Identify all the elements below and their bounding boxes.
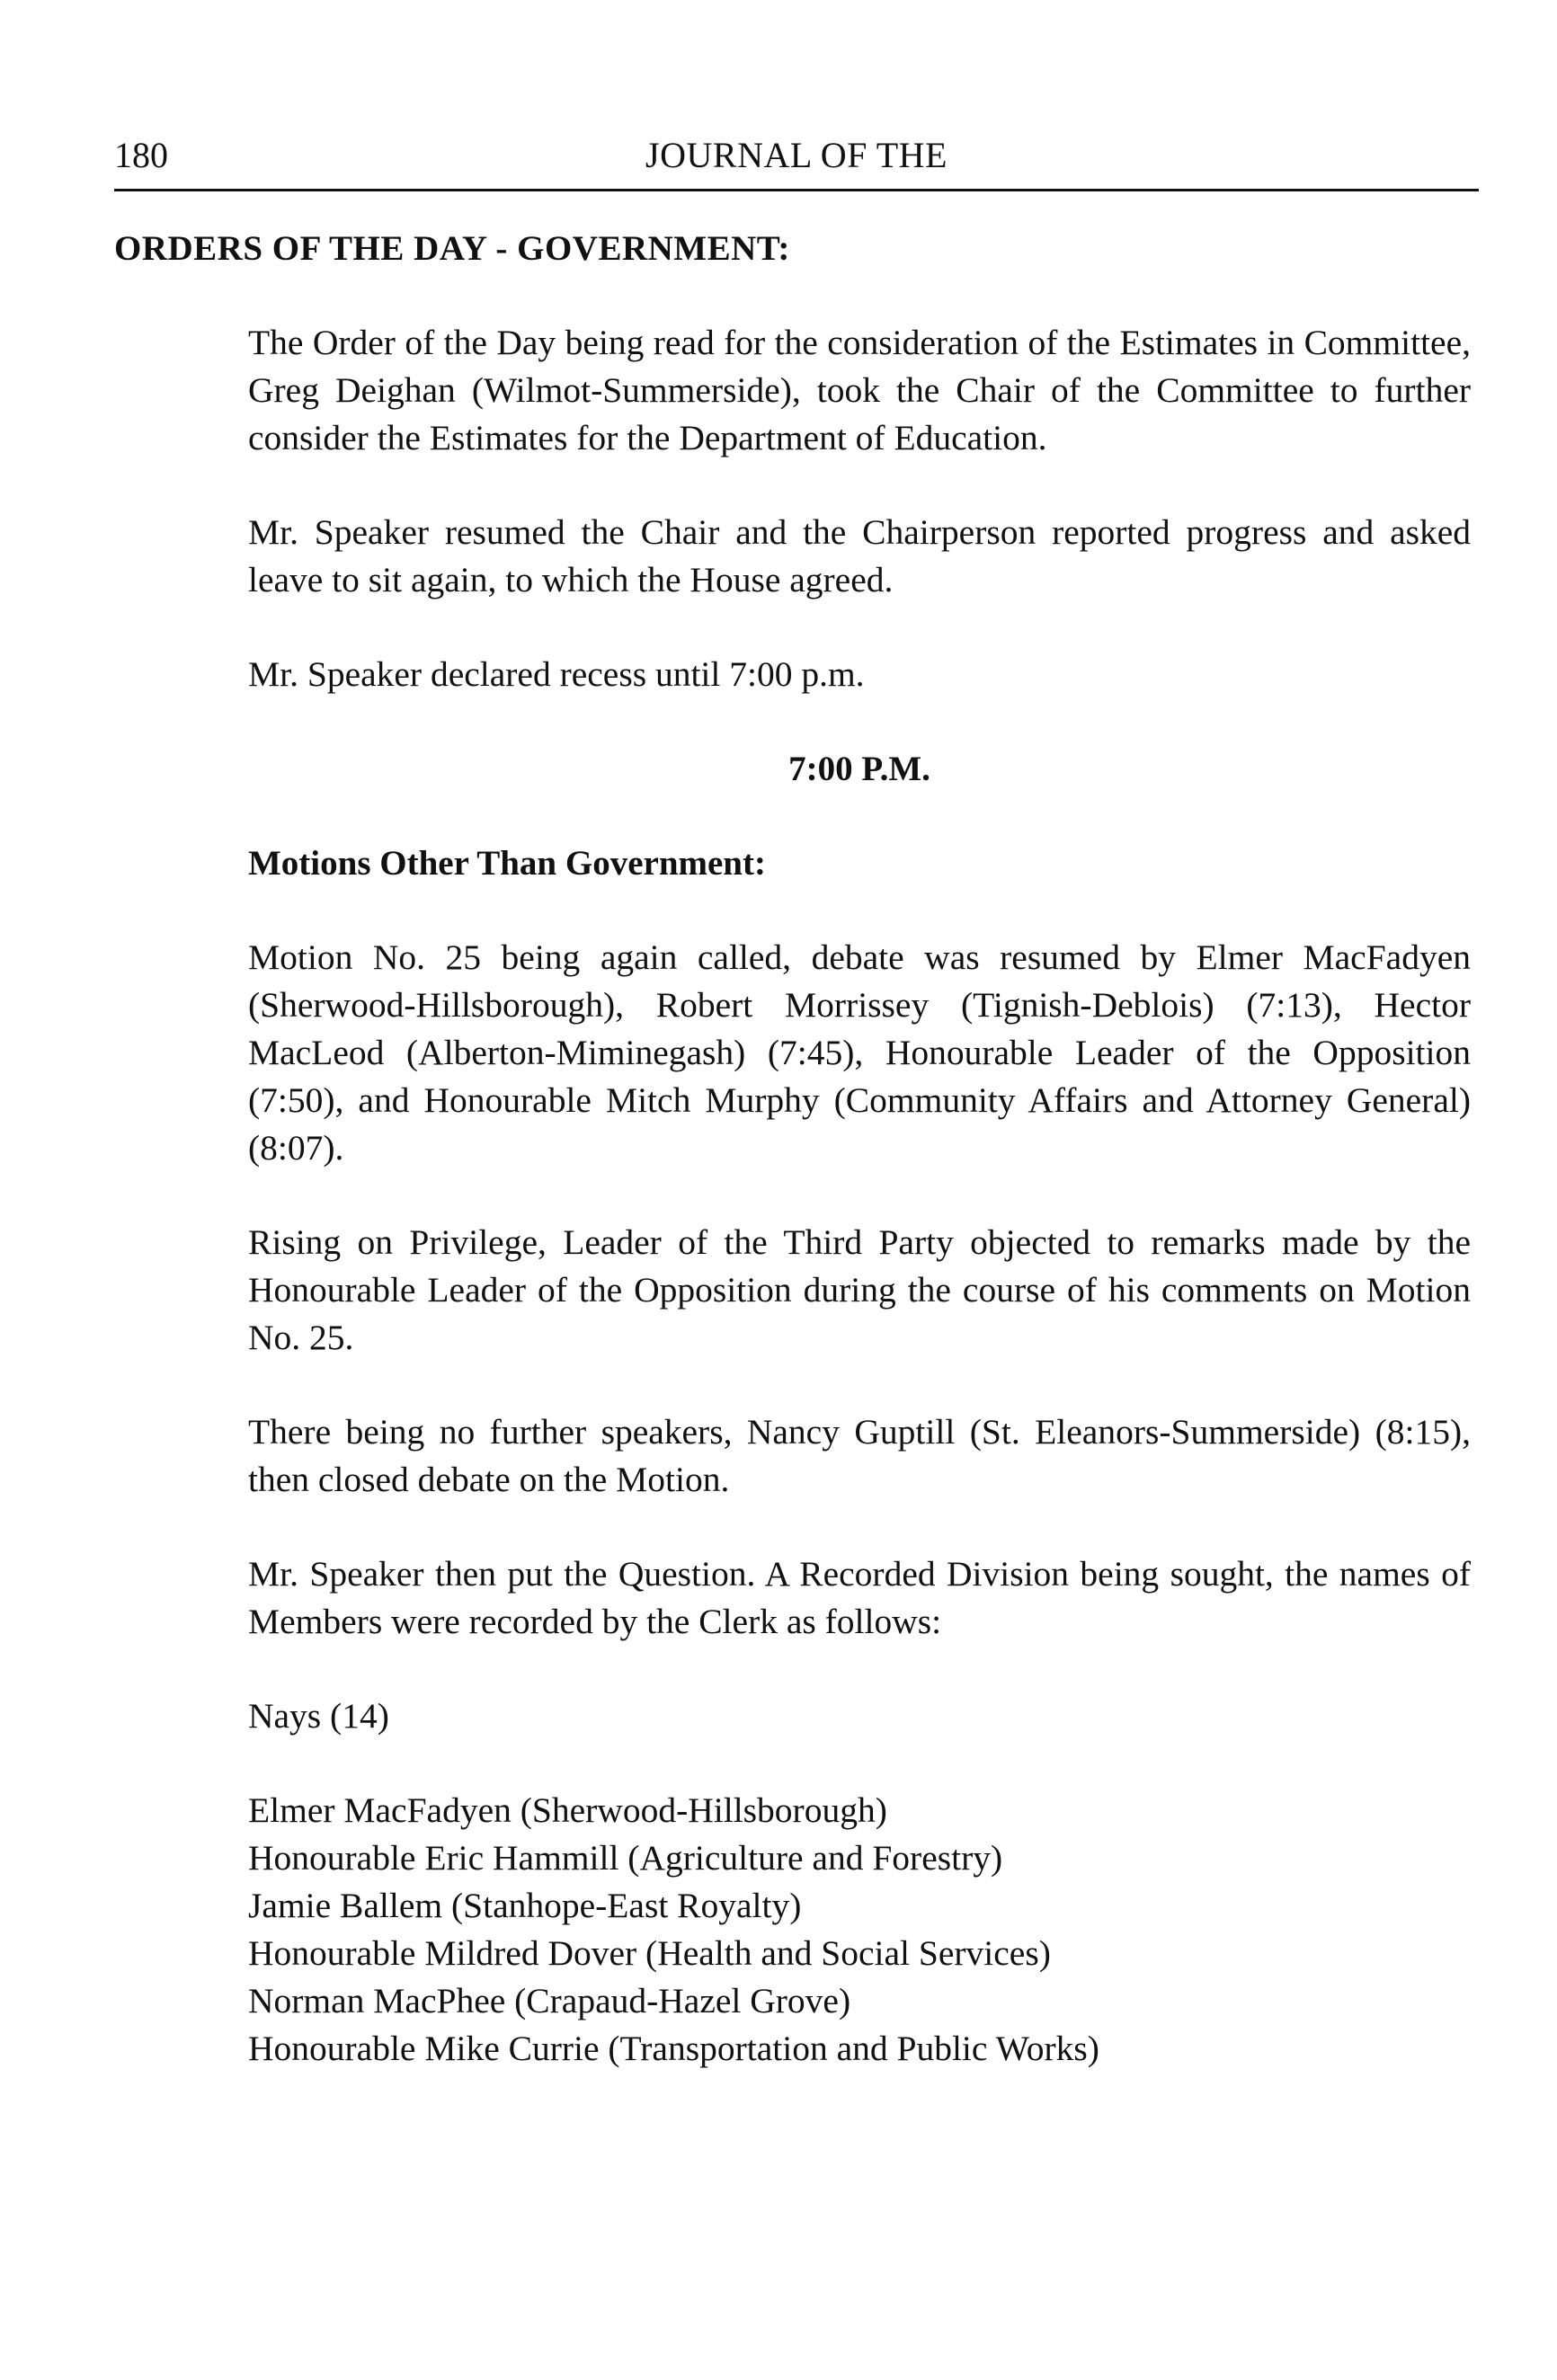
paragraph-recess: Mr. Speaker declared recess until 7:00 p.m. <box>248 654 865 694</box>
nays-member-list <box>248 1787 1471 2073</box>
running-header <box>114 133 1479 191</box>
time-heading: 7:00 P.M. <box>788 750 930 788</box>
section-title: ORDERS OF THE DAY - GOVERNMENT: <box>114 229 790 268</box>
paragraph-privilege: Rising on Privilege, Leader of the Third Party objected to remarks made by the Honourable Leader of the Opposition during the course of his comments on Motion No. 25. <box>248 1222 1471 1357</box>
paragraph-resumed: Mr. Speaker resumed the Chair and the Chairperson reported progress and asked leave to sit again, to which the House agreed. <box>248 512 1471 599</box>
member-item: Jamie Ballem (Stanhope-East Royalty) <box>248 1886 802 1925</box>
paragraph-question: Mr. Speaker then put the Question. A Recorded Division being sought, the names of Members were recorded by the Clerk as follows: <box>248 1554 1471 1641</box>
paragraph-closed-debate: There being no further speakers, Nancy Guptill (St. Eleanors-Summerside) (8:15), then closed debate on the Motion. <box>248 1412 1471 1499</box>
paragraph-estimates: The Order of the Day being read for the consideration of the Estimates in Committee, Greg Deighan (Wilmot-Summerside), took the Chair of the Committee to further consider the Estimates for the Department of Education. <box>248 323 1471 457</box>
journal-title: JOURNAL OF THE <box>645 135 948 175</box>
member-item: Honourable Mike Currie (Transportation and Public Works) <box>248 2029 1099 2068</box>
page-number: 180 <box>114 135 168 175</box>
nays-label: Nays (14) <box>248 1696 389 1736</box>
member-item: Honourable Mildred Dover (Health and Social Services) <box>248 1933 1051 1973</box>
paragraph-motion-25: Motion No. 25 being again called, debate was resumed by Elmer MacFadyen (Sherwood-Hillsborough), Robert Morrissey (Tignish-Deblois) (7:13), Hector MacLeod (Alberton-Miminegash) (7:45), Honourable Leader of the Opposition (7:50), and Honourable Mitch Murphy (Community Affairs and Attorney General) (8:07). <box>248 937 1471 1168</box>
member-item: Elmer MacFadyen (Sherwood-Hillsborough) <box>248 1790 887 1830</box>
member-item: Honourable Eric Hammill (Agriculture and Forestry) <box>248 1838 1003 1878</box>
motions-heading: Motions Other Than Government: <box>248 844 766 883</box>
journal-body <box>248 319 1471 2073</box>
member-item: Norman MacPhee (Crapaud-Hazel Grove) <box>248 1981 851 2020</box>
